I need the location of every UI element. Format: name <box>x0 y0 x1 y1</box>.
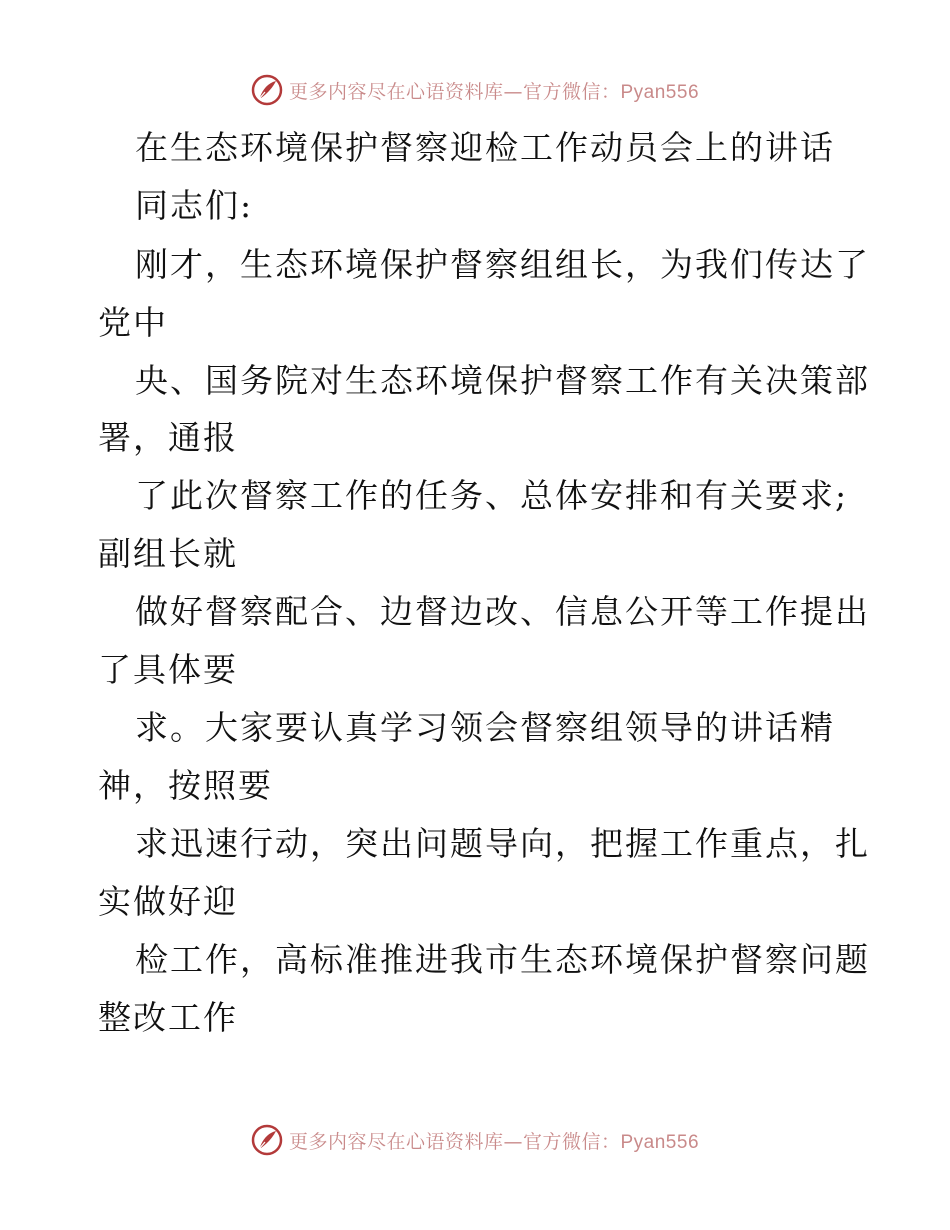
paragraph-line: 实做好迎 <box>98 882 238 921</box>
paragraph-line: 了此次督察工作的任务、总体安排和有关要求; <box>135 476 849 515</box>
paragraph-line: 央、国务院对生态环境保护督察工作有关决策部 <box>135 361 870 400</box>
paragraph-line: 整改工作 <box>98 998 238 1037</box>
paragraph-line: 副组长就 <box>98 534 238 573</box>
paragraph-line: 做好督察配合、边督边改、信息公开等工作提出 <box>135 592 870 631</box>
paragraph-line: 党中 <box>98 303 168 342</box>
feather-pen-logo-icon <box>251 1124 283 1156</box>
watermark-text: 更多内容尽在心语资料库—官方微信：Pyan556 <box>288 1130 700 1153</box>
paragraph-line: 检工作，高标准推进我市生态环境保护督察问题 <box>135 940 870 979</box>
footer-watermark <box>0 1120 950 1160</box>
feather-pen-logo-icon <box>251 74 283 106</box>
header-watermark <box>0 70 950 110</box>
watermark-id: Pyan556 <box>620 81 700 103</box>
paragraph-line: 署，通报 <box>98 418 238 457</box>
salutation: 同志们: <box>135 186 254 225</box>
watermark-text: 更多内容尽在心语资料库—官方微信：Pyan556 <box>288 80 700 103</box>
paragraph-line: 了具体要 <box>98 650 238 689</box>
paragraph-line: 刚才，生态环境保护督察组组长，为我们传达了 <box>135 245 870 284</box>
watermark-id: Pyan556 <box>620 1131 700 1153</box>
paragraph-line: 求迅速行动，突出问题导向，把握工作重点，扎 <box>135 824 870 863</box>
document-title: 在生态环境保护督察迎检工作动员会上的讲话 <box>135 128 835 167</box>
paragraph-line: 求。大家要认真学习领会督察组领导的讲话精 <box>135 708 835 747</box>
paragraph-line: 神，按照要 <box>98 766 273 805</box>
